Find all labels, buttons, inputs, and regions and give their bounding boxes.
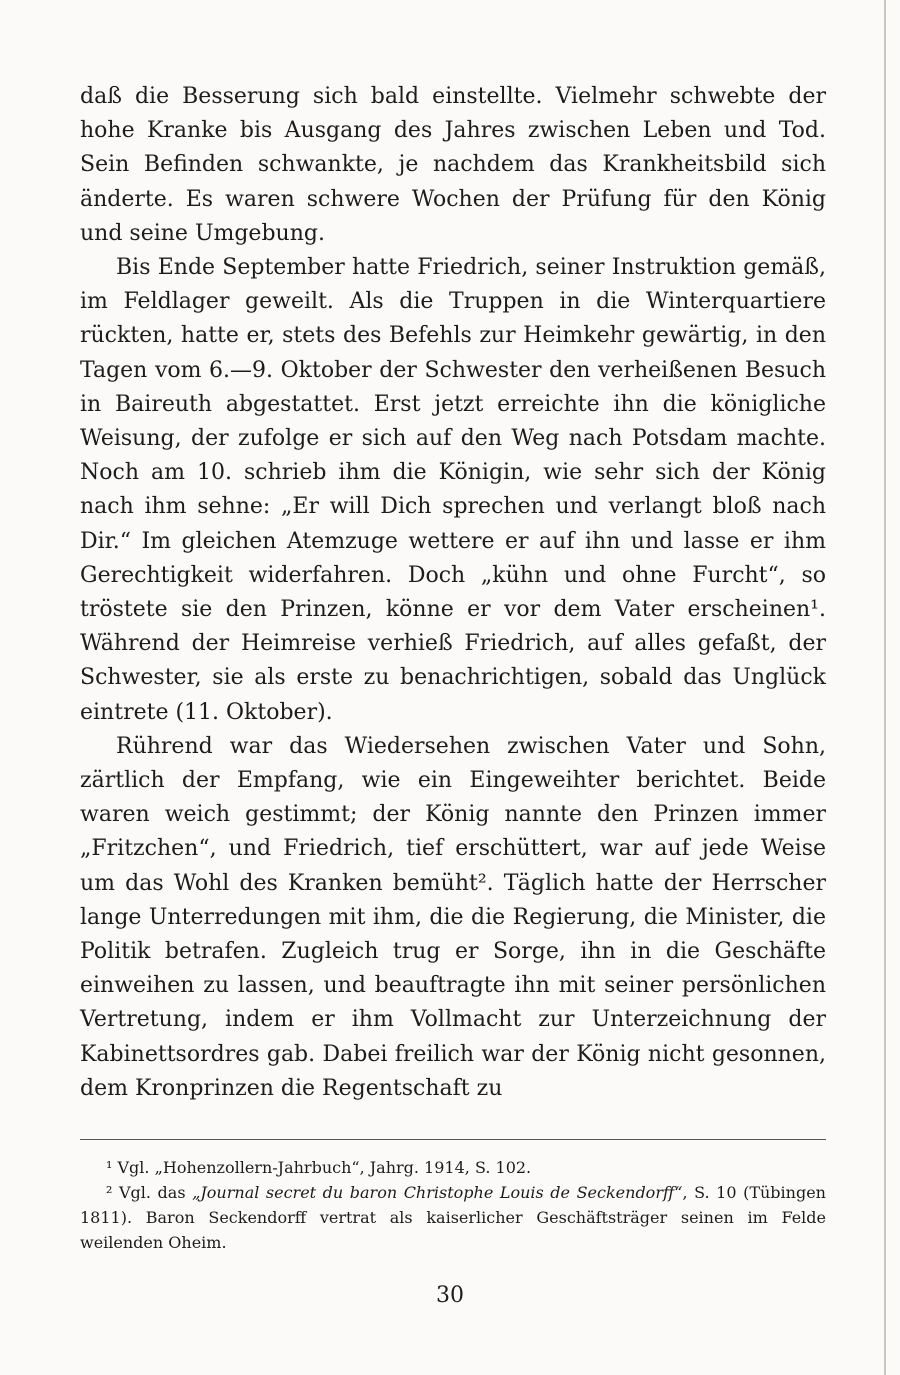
footnote-1: ¹ Vgl. „Hohenzollern-Jahrbuch“, Jahrg. 1914, S. 102.: [106, 1158, 532, 1177]
paragraph-1: daß die Besserung sich bald einstellte. Vielmehr schwebte der hohe Kranke bis Ausgang des Jahres zwischen Leben und Tod. Sein Befinden schwankte, je nachdem das Krankheitsbild sich änderte. Es waren schwere Wochen der Prüfung für den König und seine Umgebung.: [80, 84, 826, 246]
page-number: 30: [436, 1283, 464, 1308]
footnote-2-title: „Journal secret du baron Christophe Louis de Seckendorff“: [192, 1183, 683, 1202]
footnote-2: [80, 1180, 826, 1255]
footnote-divider: [80, 1139, 826, 1140]
page-edge-shadow: [884, 0, 886, 1375]
footnote-2-rest: , S. 10 (Tübingen 1811). Baron Seckendorff vertrat als kaiserlicher Geschäftsträger seinen im Felde weilenden Oheim.: [80, 1183, 826, 1252]
paragraph-2: Bis Ende September hatte Friedrich, seiner Instruktion gemäß, im Feldlager geweilt. Als die Truppen in die Winterquartiere rückten, hatte er, stets des Befehls zur Heimkehr gewärtig, in den Tagen vom 6.—9. Oktober der Schwester den verheißenen Besuch in Baireuth abgestattet. Erst jetzt erreichte ihn die königliche Weisung, der zufolge er sich auf den Weg nach Potsdam machte. Noch am 10. schrieb ihm die Königin, wie sehr sich der König nach ihm sehne: „Er will Dich sprechen und verlangt bloß nach Dir.“ Im gleichen Atemzuge wettere er auf ihn und lasse er ihm Gerechtigkeit widerfahren. Doch „kühn und ohne Furcht“, so tröstete sie den Prinzen, könne er vor dem Vater erscheinen¹. Während der Heimreise verhieß Friedrich, auf alles gefaßt, der Schwester, sie als erste zu benachrichtigen, sobald das Unglück eintrete (11. Oktober).: [80, 255, 826, 725]
body-text: [80, 80, 826, 1106]
footnote-2-prefix: ² Vgl. das: [106, 1183, 193, 1202]
footnotes: [80, 1155, 826, 1255]
paragraph-3: Rührend war das Wiedersehen zwischen Vater und Sohn, zärtlich der Empfang, wie ein Eingeweihter berichtet. Beide waren weich gestimmt; der König nannte den Prinzen immer „Fritzchen“, und Friedrich, tief erschüttert, war auf jede Weise um das Wohl des Kranken bemüht². Täglich hatte der Herrscher lange Unterredungen mit ihm, die die Regierung, die Minister, die Politik betrafen. Zugleich trug er Sorge, ihn in die Geschäfte einweihen zu lassen, und beauftragte ihn mit seiner persönlichen Vertretung, indem er ihm Vollmacht zur Unterzeichnung der Kabinettsordres gab. Dabei freilich war der König nicht gesonnen, dem Kronprinzen die Regentschaft zu: [80, 733, 826, 1101]
